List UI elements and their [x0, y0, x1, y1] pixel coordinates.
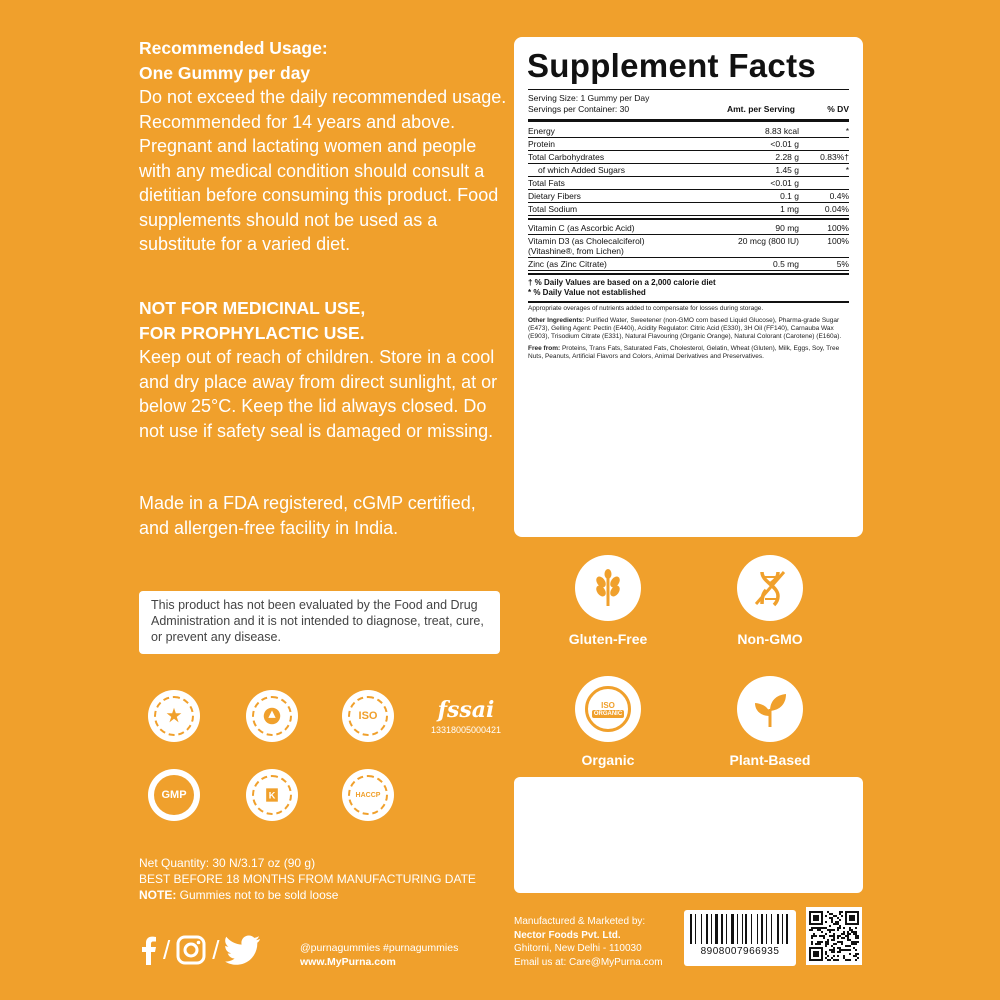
- kosher-badge-icon: [246, 769, 298, 821]
- net-quantity: Net Quantity: 30 N/3.17 oz (90 g): [139, 856, 316, 870]
- manufacturer-block: [514, 915, 663, 969]
- nutrient-name: Total Sodium: [528, 204, 578, 214]
- nutrient-dv: 100%: [827, 236, 849, 246]
- organic-seal-iso: ISO: [601, 700, 615, 710]
- haccp-badge-icon: [342, 769, 394, 821]
- nutrient-amount: 20 mcg (800 IU): [738, 236, 799, 246]
- facebook-icon[interactable]: [139, 935, 157, 965]
- nutrient-amount: 1 mg: [780, 204, 799, 214]
- nutrient-amount: 8.83 kcal: [764, 126, 799, 136]
- overage-note: Appropriate overages of nutrients added to compensate for losses during storage.: [528, 305, 764, 312]
- svg-text:K: K: [268, 790, 276, 801]
- instagram-icon[interactable]: [176, 935, 206, 965]
- non-gmo-label: Non-GMO: [737, 631, 803, 647]
- nutrient-dv: 100%: [827, 223, 849, 233]
- dv-footnote-1: † % Daily Values are based on a 2,000 calorie diet: [528, 278, 716, 287]
- social-handles: @purnagummies #purnagummies: [300, 942, 459, 954]
- medicinal-section: [139, 296, 509, 443]
- organic-label: Organic: [581, 752, 635, 768]
- nutrient-amount: 1.45 g: [775, 165, 799, 175]
- sale-note: NOTE: Gummies not to be sold loose: [139, 888, 339, 902]
- best-before: BEST BEFORE 18 MONTHS FROM MANUFACTURING DATE: [139, 872, 476, 886]
- usage-dose: One Gummy per day: [139, 62, 311, 83]
- facility-statement: Made in a FDA registered, cGMP certified, and allergen-free facility in India.: [139, 493, 476, 538]
- nutrient-dv: [799, 177, 849, 190]
- nutrient-amount: 0.1 g: [780, 191, 799, 201]
- separator: /: [163, 934, 171, 965]
- nutrient-row: [528, 203, 849, 216]
- usage-section: [139, 36, 509, 257]
- nutrient-dv: 5%: [836, 259, 849, 269]
- nutrient-row: [528, 164, 849, 177]
- fda-disclaimer: This product has not been evaluated by the Food and Drug Administration and it is not intended to diagnose, treat, cure, or prevent any disease.: [139, 591, 500, 654]
- feature-plant-based: [690, 676, 850, 768]
- social-handles-block: [300, 941, 458, 969]
- gluten-free-badge-icon: [148, 690, 200, 742]
- gluten-free-label: Gluten-Free: [568, 631, 648, 647]
- nutrient-row: [528, 177, 849, 190]
- fssai-logo: [428, 697, 504, 735]
- organic-seal-word: ORGANIC: [593, 710, 623, 717]
- supplement-facts-title: Supplement Facts: [527, 47, 817, 84]
- free-from: Free from: Proteins, Trans Fats, Saturated Fats, Cholesterol, Gelatin, Wheat (Gluten), Milk, Eggs, Soy, Tree Nuts, Peanuts, Artificial Flavors and Colors, Animal Derivatives and Preservatives.: [528, 345, 840, 360]
- iso-badge-label: ISO: [348, 696, 388, 736]
- nutrient-row: [528, 151, 849, 164]
- storage-instructions: Keep out of reach of children. Store in a cool and dry place away from direct sunlight, at or below 25°C. Keep the lid always closed. Do not use if safety seal is damaged or missing.: [139, 347, 498, 441]
- supplement-facts-panel: [514, 37, 863, 537]
- nutrient-amount: <0.01 g: [770, 139, 799, 149]
- usage-heading: Recommended Usage:: [139, 38, 328, 58]
- nutrient-row: [528, 235, 849, 258]
- social-links: [139, 932, 261, 968]
- manufacturer-email[interactable]: Email us at: Care@MyPurna.com: [514, 956, 663, 968]
- nutrient-name: Dietary Fibers: [528, 191, 581, 201]
- nutrient-amount: 2.28 g: [775, 152, 799, 162]
- organic-seal-icon: [575, 676, 641, 742]
- leaf-sprout-icon: [737, 676, 803, 742]
- nutrient-row: [528, 258, 849, 271]
- dv-footnote-2: * % Daily Value not established: [528, 288, 646, 297]
- nutrient-name: Vitamin D3 (as Cholecalciferol) (Vitashine®, from Lichen): [528, 236, 645, 256]
- medicinal-heading-2: FOR PROPHYLACTIC USE.: [139, 322, 365, 343]
- manufacturer-name: Nector Foods Pvt. Ltd.: [514, 929, 621, 941]
- dna-icon: [737, 555, 803, 621]
- nutrient-table-vitamins: [528, 222, 849, 271]
- nutrient-name: Total Fats: [528, 178, 565, 188]
- blank-label-area: [514, 777, 863, 893]
- nutrient-dv: *: [845, 126, 849, 136]
- feature-gluten-free: [528, 555, 688, 647]
- other-ingredients: Other Ingredients: Purified Water, Sweetener (non-GMO corn based Liquid Glucose), Pharma-grade Sugar (E473), Gelling Agent: Pectin (E440i), Acidity Regulator: Citric Acid (E330), 3H Oil (FF140), Carnauba Wax (E903), Trisodium Citrate (E331), Natural Flavouring (Organic Orange), Natural Colorant (Carotene) (E160a).: [528, 317, 842, 340]
- nutrient-dv: [799, 138, 849, 151]
- keto-friendly-badge-icon: [246, 690, 298, 742]
- serving-size: Serving Size: 1 Gummy per Day: [528, 93, 650, 103]
- nutrient-row: [528, 125, 849, 138]
- barcode: [684, 910, 796, 966]
- haccp-badge-label: HACCP: [348, 775, 388, 815]
- nutrient-dv: 0.4%: [829, 191, 849, 201]
- feature-organic: [528, 676, 688, 768]
- gmp-badge-label: GMP: [154, 775, 194, 815]
- nutrient-dv: *: [845, 165, 849, 175]
- wheat-icon: [575, 555, 641, 621]
- nutrient-row: [528, 138, 849, 151]
- nutrient-dv: 0.83%†: [820, 152, 849, 162]
- manufacturer-address: Ghitorni, New Delhi - 110030: [514, 943, 642, 954]
- nutrient-name: Protein: [528, 139, 555, 149]
- website-link[interactable]: www.MyPurna.com: [300, 956, 396, 968]
- nutrient-table-macros: [528, 125, 849, 216]
- fssai-license-number: 13318005000421: [430, 725, 502, 735]
- nutrient-name: Vitamin C (as Ascorbic Acid): [528, 223, 635, 233]
- barcode-bars: [690, 914, 790, 944]
- net-quantity-block: [139, 855, 509, 903]
- amount-column-header: Amt. per Serving: [726, 104, 795, 114]
- nutrient-name: Zinc (as Zinc Citrate): [528, 259, 607, 269]
- dv-column-header: % DV: [827, 104, 849, 114]
- nutrient-row: [528, 222, 849, 235]
- manufacturer-heading: Manufactured & Marketed by:: [514, 916, 646, 927]
- nutrient-amount: <0.01 g: [770, 178, 799, 188]
- nutrient-name: Energy: [528, 126, 555, 136]
- fssai-wordmark: fssai: [437, 697, 495, 723]
- nutrient-name: Total Carbohydrates: [528, 152, 605, 162]
- dv-footnotes: [528, 275, 849, 301]
- medicinal-heading-1: NOT FOR MEDICINAL USE,: [139, 298, 366, 318]
- servings-per-container: Servings per Container: 30: [528, 104, 630, 114]
- nutrient-amount: 0.5 mg: [773, 259, 799, 269]
- twitter-icon[interactable]: [225, 935, 261, 965]
- plant-based-label: Plant-Based: [729, 752, 811, 768]
- separator: /: [212, 934, 220, 965]
- barcode-number: 8908007966935: [700, 946, 780, 957]
- qr-code[interactable]: [806, 907, 862, 965]
- iso-badge-icon: [342, 690, 394, 742]
- nutrient-dv: 0.04%: [824, 204, 849, 214]
- nutrient-amount: 90 mg: [775, 223, 799, 233]
- nutrient-row: [528, 190, 849, 203]
- feature-non-gmo: [690, 555, 850, 647]
- nutrient-name: of which Added Sugars: [538, 165, 625, 175]
- usage-body: Do not exceed the daily recommended usage. Recommended for 14 years and above. Pregnant and lactating women and people with any medical condition should consult a dietitian before consuming this product. Food supplements should not be used as a substitute for a varied diet.: [139, 87, 507, 254]
- gmp-badge-icon: [148, 769, 200, 821]
